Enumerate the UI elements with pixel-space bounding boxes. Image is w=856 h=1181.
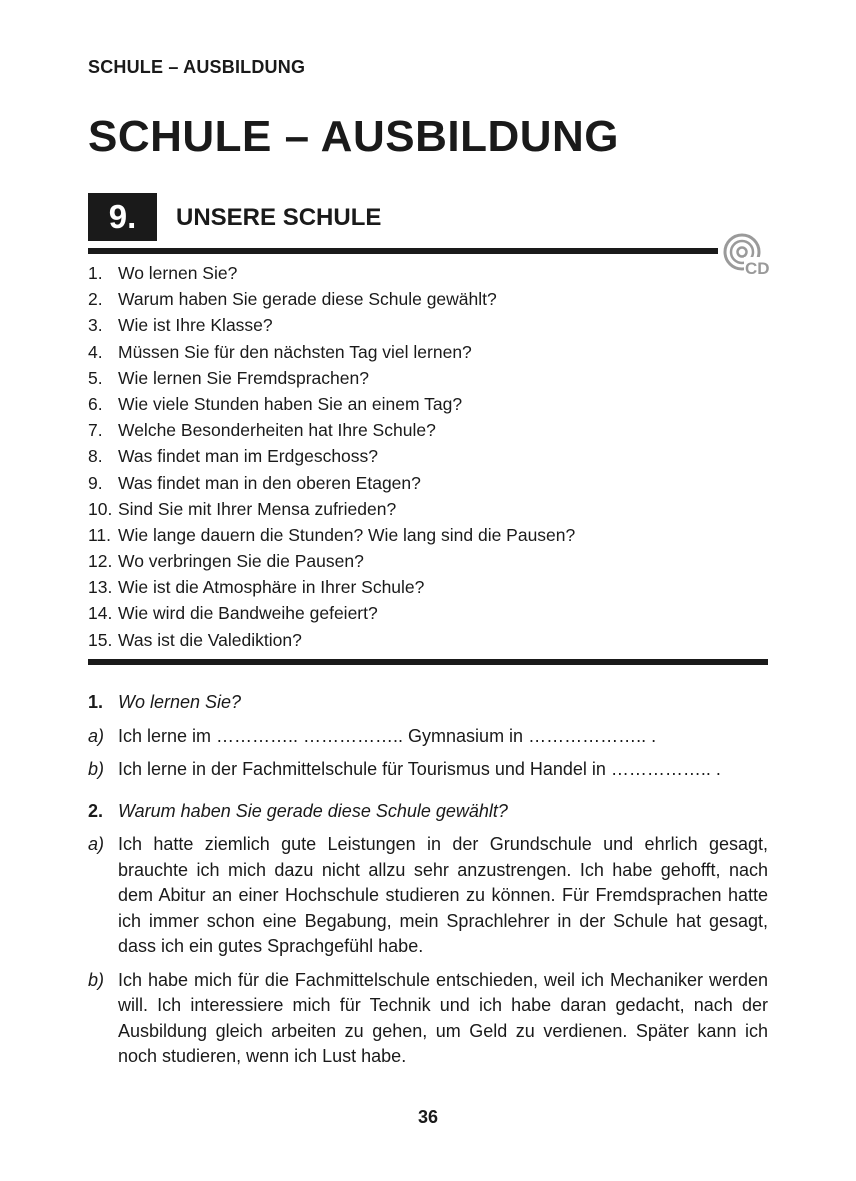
question-heading <box>88 690 768 716</box>
list-item: 10. Sind Sie mit Ihrer Mensa zufrieden? <box>88 498 397 519</box>
answers-section <box>88 690 768 1070</box>
list-item: 3. Wie ist Ihre Klasse? <box>88 315 273 336</box>
section-title: UNSERE SCHULE <box>176 204 382 231</box>
answer-text: Ich lerne im ………….. …………….. Gymnasium in ……………….. . <box>118 725 657 746</box>
answer-option <box>88 968 768 1070</box>
list-item: 12. Wo verbringen Sie die Pausen? <box>88 551 364 572</box>
list-item: 14. Wie wird die Bandweihe gefeiert? <box>88 603 378 624</box>
answer-label: a) <box>88 725 105 746</box>
bottom-rule <box>88 659 768 665</box>
question-heading <box>88 799 768 825</box>
answer-option <box>88 757 768 783</box>
answer-label: a) <box>88 834 105 854</box>
list-item: 2. Warum haben Sie gerade diese Schule gewählt? <box>88 289 497 310</box>
list-item: 15. Was ist die Valediktion? <box>88 629 302 650</box>
running-head: SCHULE – AUSBILDUNG <box>88 57 306 77</box>
section-number-badge: 9. <box>88 193 157 241</box>
answer-text: Ich habe mich für die Fachmittelschule entschieden, weil ich Mechaniker werden will. Ich interessiere mich für Technik und ich habe daran gedacht, nach der Ausbildung gleich arbeiten zu gehen, um Geld zu verdienen. Später kann ich noch studieren, wenn ich Lust habe. <box>118 969 768 1066</box>
cd-label: CD <box>745 259 770 278</box>
list-item: 4. Müssen Sie für den nächsten Tag viel lernen? <box>88 341 472 362</box>
top-rule <box>88 248 718 254</box>
list-item: 6. Wie viele Stunden haben Sie an einem Tag? <box>88 393 463 414</box>
answer-text: Ich lerne in der Fachmittelschule für Tourismus und Handel in …………….. . <box>118 759 721 779</box>
answer-label: b) <box>88 759 105 779</box>
answer-option <box>88 724 768 750</box>
list-item: 7. Welche Besonderheiten hat Ihre Schule? <box>88 420 436 441</box>
question-number: 1. <box>88 692 104 712</box>
list-item: 13. Wie ist die Atmosphäre in Ihrer Schule? <box>88 577 425 598</box>
cd-disc-graphic <box>720 232 770 278</box>
question-text: Wo lernen Sie? <box>118 692 242 712</box>
list-item: 5. Wie lernen Sie Fremdsprachen? <box>88 367 369 388</box>
page-number: 36 <box>417 1107 439 1127</box>
page-title: SCHULE – AUSBILDUNG <box>88 112 620 161</box>
question-list <box>88 260 575 653</box>
answer-option <box>88 832 768 960</box>
answer-label: b) <box>88 969 105 990</box>
cd-audio-icon[interactable] <box>720 232 770 278</box>
question-text: Warum haben Sie gerade diese Schule gewählt? <box>118 800 508 821</box>
list-item: 11. Wie lange dauern die Stunden? Wie lang sind die Pausen? <box>88 524 576 545</box>
list-item: 1. Wo lernen Sie? <box>88 263 238 283</box>
list-item: 9. Was findet man in den oberen Etagen? <box>88 472 421 493</box>
list-item: 8. Was findet man im Erdgeschoss? <box>88 446 379 467</box>
question-number: 2. <box>88 800 104 821</box>
answer-text: Ich hatte ziemlich gute Leistungen in der Grundschule und ehrlich gesagt, brauchte ich mich dazu nicht allzu sehr anzustrengen. Ich habe gehofft, nach dem Abitur an einer Hochschule studieren zu können. Für Fremdsprachen hatte ich immer schon eine Begabung, mein Sprachlehrer in der Schule hat gesagt, dass ich ein gutes Sprachgefühl habe. <box>118 834 768 956</box>
answer-block-2 <box>88 799 768 1070</box>
answer-block-1 <box>88 690 768 783</box>
